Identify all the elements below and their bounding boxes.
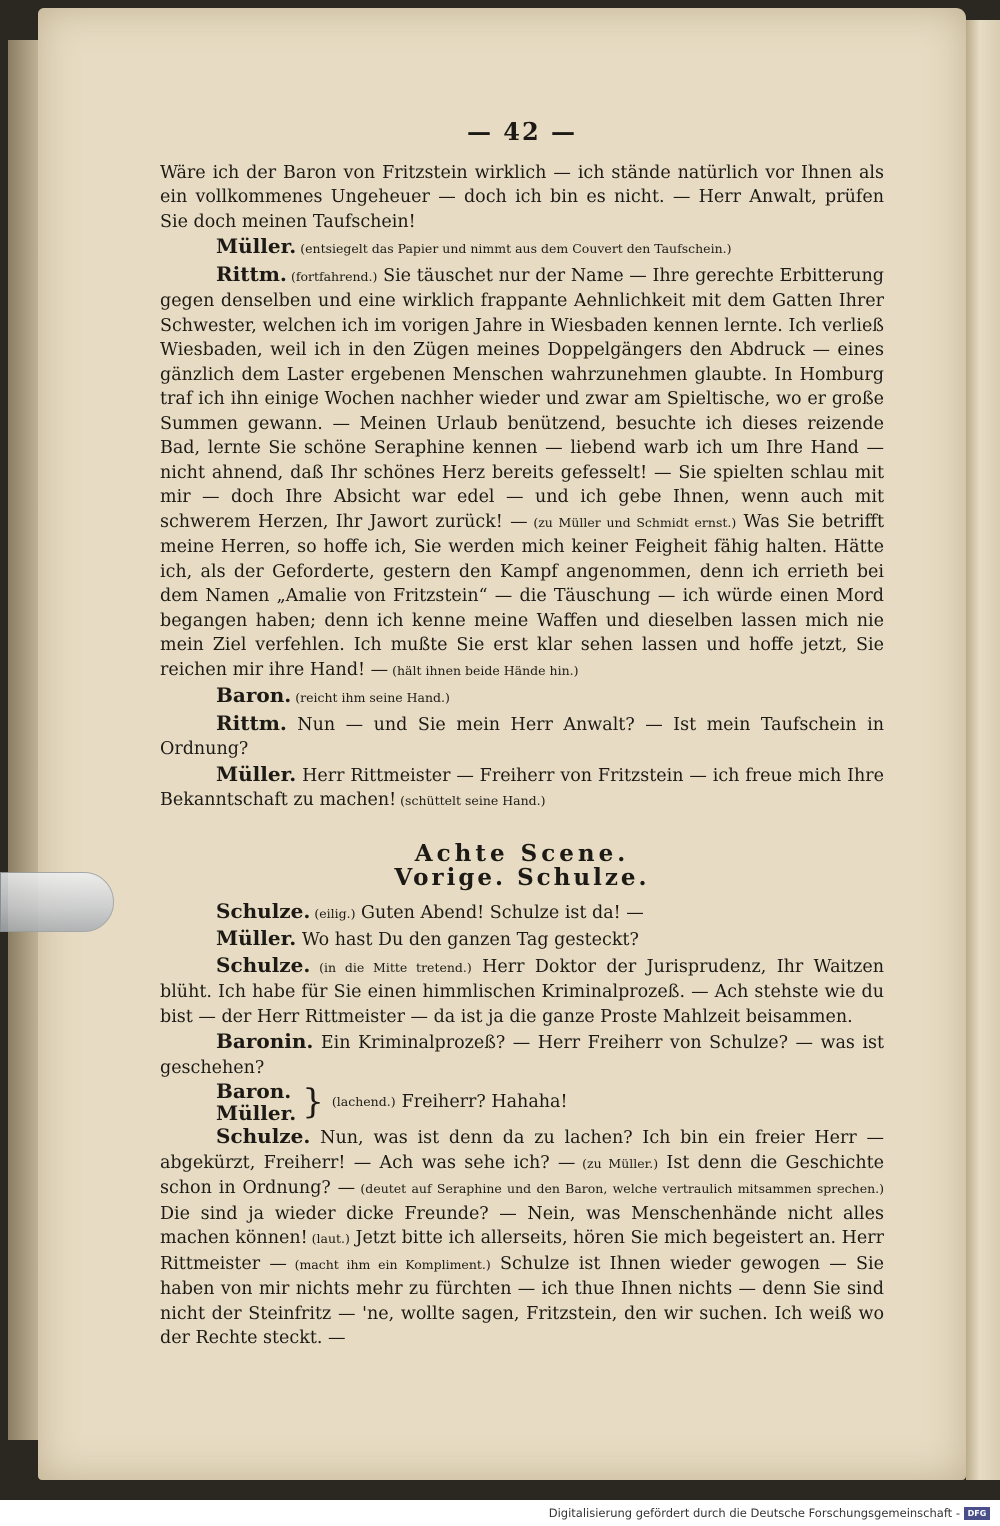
stage-direction: (in die Mitte tretend.) [310,959,472,975]
page-number: — 42 — [466,117,578,146]
speaker-name: Baron. [216,1079,292,1103]
brace: } [302,1082,324,1122]
speech-text: Was Sie betrifft meine Herren, so hoffe ich, Sie werden mich keiner Feigheit fähig halten. Hätte ich, als der Geforderte, gestern den Kampf angenommen, denn ich errieth bei dem Namen „Amalie von Fritzstein“ — die Täuschung — ich würde einen Mord begangen haben; denn ich kenne meine Waffen und dieselben lassen mich nie mein Ziel verfehlen. Ich mußte Sie erst klar sehen lassen und hoffe jetzt, Sie reichen mir ihre Hand! — [160,511,884,680]
stage-direction: (schüttelt seine Hand.) [396,793,546,808]
speaker-name: Müller. [216,761,297,786]
footer-bar [0,1503,1000,1526]
speaker-name: Müller. [216,926,297,950]
stage-direction: (macht ihm ein Kompliment.) [286,1256,491,1272]
stage-direction: (laut.) [307,1231,350,1246]
speaker-name: Baron. [216,683,292,707]
next-page-edge [966,20,1000,1480]
joint-speakers [216,1080,296,1124]
speech-text: Wäre ich der Baron von Fritzstein wirklich — ich stände natürlich vor Ihnen als ein vollkommenes Ungeheuer — doch ich bin es nicht. — Herr Anwalt, prüfen Sie doch meinen Taufschein! [160,162,884,232]
footer-credit: Digitalisierung gefördert durch die Deutsche Forschungsgemeinschaft - [548,1506,960,1520]
paragraph [160,899,884,927]
paragraph [160,161,884,235]
paragraph [160,953,884,1030]
speaker-name: Rittm. [216,710,287,735]
paragraph [160,683,884,711]
paragraph [160,762,884,814]
paragraph [160,1124,884,1351]
dfg-logo: DFG [964,1507,990,1520]
speech-text: Jetzt bitte ich allerseits, hören Sie mich begeistert an. Herr Rittmeister — [160,1228,885,1274]
speech-text: Sie täuschet nur der Name — Ihre gerechte Erbitterung gegen denselben und eine wirklich frappante Aehnlichkeit mit dem Gatten Ihrer Schwester, welchen ich im vorigen Jahre in Wiesbaden kennen lernte. Ich verließ Wiesbaden, weil ich in den Zügen meines Doppelgängers den Abdruck — eines gänzlich dem Laster ergebenen Menschen wahrzunehmen glaubte. In Homburg traf ich ihn einige Wochen nachher wieder und zwar am Spieltische, wo er große Summen gewann. — Meinen Urlaub benützend, besuchte ich dieses reizende Bad, lernte Sie schöne Seraphine kennen — liebend warb ich um Ihre Hand — nicht ahnend, daß Ihr schönes Herz bereits gefesselt! — Sie spielten schlau mit mir — doch Ihre Absicht war edel — und ich gebe Ihnen, wenn auch mit schwerem Herzen, Ihr Jawort zurück! — [160,265,884,532]
paragraph [160,711,884,762]
bookmark-tab [0,872,114,932]
speech-text: Guten Abend! Schulze ist da! — [355,902,644,923]
speech-text: Ist denn die Geschichte schon in Ordnung? — [160,1152,884,1198]
speech-text: Schulze ist Ihnen wieder gewogen — Sie haben von mir nichts mehr zu fürchten — ich thue Ihnen nichts — denn Sie sind nicht der Steinfritz — 'ne, wollte sagen, Fritzstein, den wir suchen. Ich weiß wo der Rechte steckt. — [160,1253,884,1348]
speech-text: Herr Doktor der Jurisprudenz, Ihr Waitzen blüht. Ich habe für Sie einen himmlischen Kriminalprozeß. — Ach stehste wie du bist — der Herr Rittmeister — da ist ja die ganze Proste Mahlzeit beisammen. [160,956,884,1027]
speech-text: Ein Kriminalprozeß? — Herr Freiherr von Schulze? — was ist geschehen? [160,1033,884,1078]
dialogue-block-1 [160,161,884,814]
page-text [160,117,885,1351]
speech-text: Nun — und Sie mein Herr Anwalt? — Ist mein Taufschein in Ordnung? [160,714,884,759]
paragraph [160,1029,884,1080]
stage-direction: (deutet auf Seraphine und den Baron, welche vertraulich mitsammen sprechen.) [355,1181,885,1196]
dialogue-block-2 [160,899,884,1081]
stage-direction: (reicht ihm seine Hand.) [291,690,450,705]
speaker-name: Schulze. [216,952,311,977]
speech-text: Freiherr? Hahaha! [401,1091,568,1112]
stage-direction: (zu Müller.) [575,1155,659,1171]
speaker-name: Müller. [216,234,297,258]
speaker-name: Müller. [216,1101,297,1125]
speech-text: Herr Rittmeister — Freiherr von Fritzstein — ich freue mich Ihre Bekanntschaft zu machen! [160,765,884,810]
stage-direction: (lachend.) [331,1093,396,1109]
stage-direction: (hält ihnen beide Hände hin.) [388,662,579,678]
scene-title: Achte Scene. [414,839,630,867]
stage-direction: (eilig.) [310,905,356,921]
scene-cast: Vorige. Schulze. [394,864,650,891]
speaker-name: Schulze. [216,1124,311,1148]
stage-direction: (zu Müller und Schmidt ernst.) [527,514,737,530]
stage-direction: (entsiegelt das Papier und nimmt aus dem Couvert den Taufschein.) [296,241,732,256]
speech-text: Wo hast Du den ganzen Tag gesteckt? [296,930,639,950]
paragraph [160,926,884,953]
speech-text: Nun, was ist denn da zu lachen? Ich bin ein freier Herr — abgekürzt, Freiherr! — Ach was sehe ich? — [160,1128,884,1173]
dialogue-block-3 [160,1124,884,1351]
stage-direction: (fortfahrend.) [286,268,378,284]
speaker-name: Baronin. [216,1029,314,1053]
speech-text: Die sind ja wieder dicke Freunde? — Nein, was Menschenhände nicht alles machen können! [160,1203,884,1248]
joint-speech [160,1080,884,1124]
paragraph [160,234,884,262]
speaker-name: Rittm. [216,261,287,286]
speaker-name: Schulze. [216,898,311,923]
paragraph [160,262,884,684]
